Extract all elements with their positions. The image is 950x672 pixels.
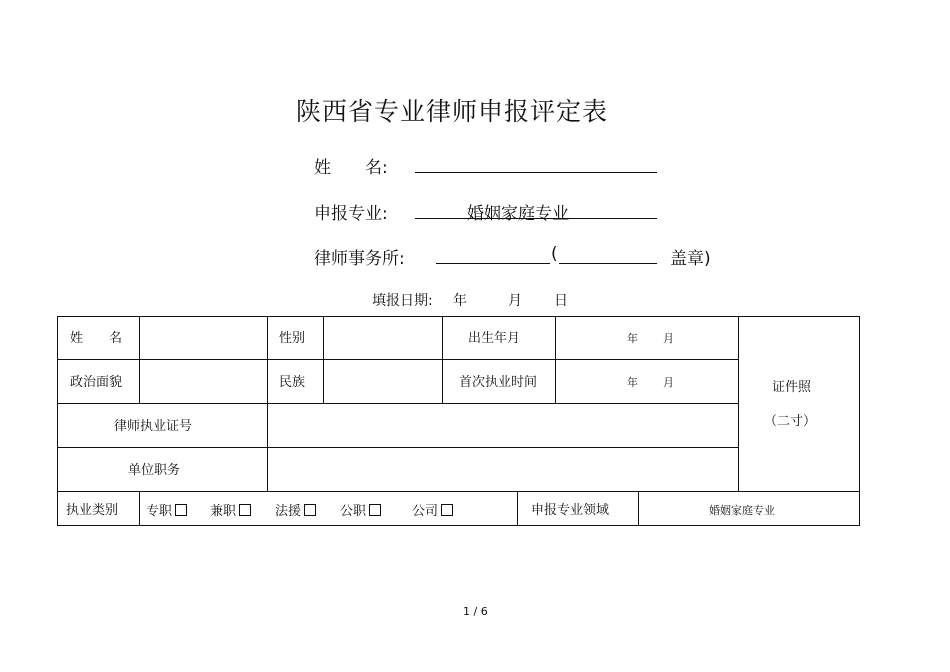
table-name-cell[interactable] bbox=[140, 317, 267, 359]
table-ethnicity-cell[interactable] bbox=[324, 360, 442, 403]
practice-type-parttime[interactable] bbox=[210, 504, 251, 518]
table-birth-year: 年 bbox=[627, 332, 638, 345]
practice-type-label: 公职 bbox=[340, 504, 367, 519]
table-position-label: 单位职务 bbox=[128, 463, 181, 478]
practice-type-company[interactable] bbox=[412, 504, 453, 518]
fill-date-day: 日 bbox=[554, 293, 568, 309]
table-first-practice-label: 首次执业时间 bbox=[459, 375, 538, 390]
table-license-label: 律师执业证号 bbox=[114, 419, 193, 434]
specialty-label: 申报专业: bbox=[314, 204, 388, 224]
practice-type-fulltime[interactable] bbox=[146, 504, 187, 518]
practice-type-label: 兼职 bbox=[210, 504, 237, 519]
table-political-label: 政治面貌 bbox=[70, 375, 123, 390]
table-first-month: 月 bbox=[663, 376, 674, 389]
fill-date-month: 月 bbox=[508, 293, 522, 309]
table-practice-type-label: 执业类别 bbox=[66, 503, 119, 518]
table-gender-label: 性别 bbox=[279, 331, 306, 346]
table-birth-month: 月 bbox=[663, 332, 674, 345]
table-name-label: 姓 名 bbox=[70, 331, 123, 346]
name-label: 姓 名: bbox=[314, 158, 388, 178]
checkbox-icon[interactable] bbox=[369, 504, 381, 516]
photo-size-label: （二寸） bbox=[764, 414, 817, 429]
specialty-value[interactable]: 婚姻家庭专业 bbox=[467, 204, 569, 224]
form-title: 陕西省专业律师申报评定表 bbox=[296, 97, 609, 126]
fill-date-year: 年 bbox=[453, 293, 467, 309]
fill-date-label: 填报日期: bbox=[372, 293, 433, 309]
firm-label: 律师事务所: bbox=[314, 249, 405, 269]
checkbox-icon[interactable] bbox=[304, 504, 316, 516]
practice-type-label: 公司 bbox=[412, 504, 439, 519]
table-first-year: 年 bbox=[627, 376, 638, 389]
practice-type-public[interactable] bbox=[340, 504, 381, 518]
checkbox-icon[interactable] bbox=[175, 504, 187, 516]
checkbox-icon[interactable] bbox=[239, 504, 251, 516]
table-ethnicity-label: 民族 bbox=[279, 375, 306, 390]
practice-type-label: 专职 bbox=[146, 504, 173, 519]
checkbox-icon[interactable] bbox=[441, 504, 453, 516]
table-license-cell[interactable] bbox=[268, 404, 738, 447]
table-gender-cell[interactable] bbox=[324, 317, 442, 359]
table-political-cell[interactable] bbox=[140, 360, 267, 403]
photo-label: 证件照 bbox=[772, 380, 812, 395]
practice-type-label: 法援 bbox=[275, 504, 302, 519]
table-position-cell[interactable] bbox=[268, 448, 738, 491]
page-number: 1 / 6 bbox=[463, 605, 488, 618]
table-specialty-field-label: 申报专业领域 bbox=[531, 503, 610, 518]
practice-type-legal-aid[interactable] bbox=[275, 504, 316, 518]
table-birth-label: 出生年月 bbox=[468, 331, 521, 346]
firm-seal-label: 盖章) bbox=[670, 249, 711, 269]
table-specialty-field-value: 婚姻家庭专业 bbox=[709, 504, 775, 517]
firm-paren-open: ( bbox=[551, 244, 558, 264]
